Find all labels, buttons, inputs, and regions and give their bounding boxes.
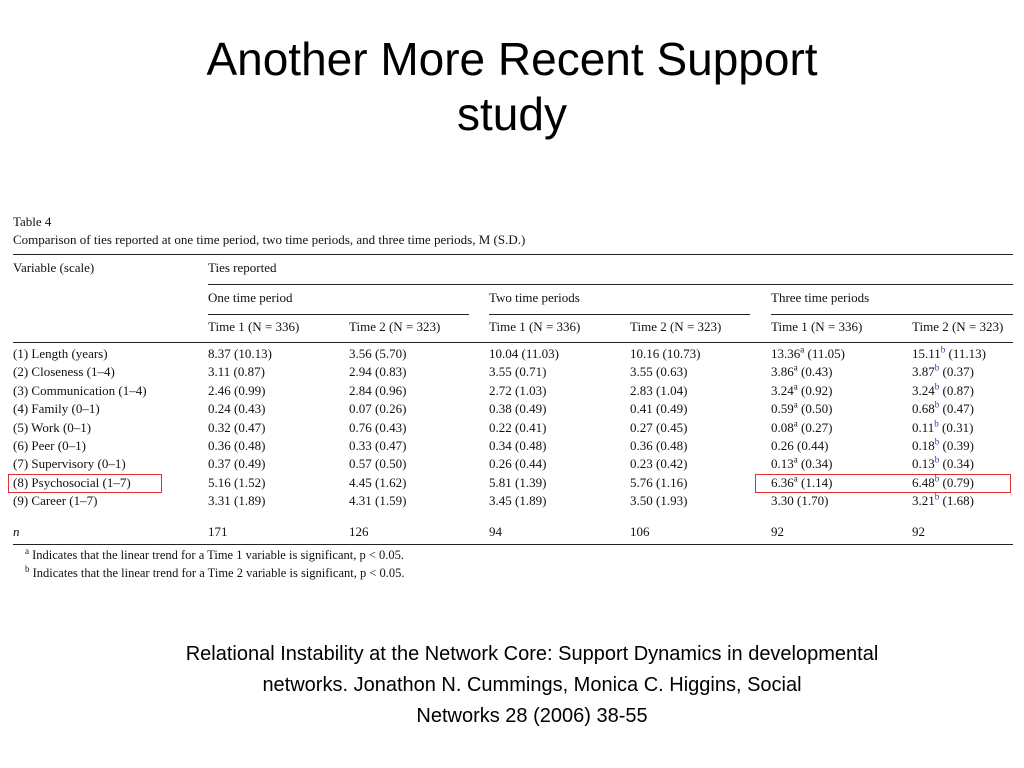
cell-mean: 0.34 (0.48): [489, 438, 547, 453]
column-header: Time 2 (N = 323): [630, 319, 722, 334]
group-header: Two time periods: [489, 290, 580, 305]
header-row-2: [13, 289, 1013, 307]
row-label: (1) Length (years): [13, 346, 108, 361]
cell-sd: (0.87): [939, 383, 974, 398]
cell-mean: 0.07 (0.26): [349, 401, 407, 416]
table-label: Table 4: [13, 214, 52, 229]
n-cell: [912, 523, 925, 541]
table-cell: [208, 400, 265, 418]
table-cell: [208, 437, 265, 455]
cell-mean: 2.94 (0.83): [349, 364, 407, 379]
results-table: [13, 213, 1013, 580]
citation-line-3: Networks 28 (2006) 38-55: [416, 705, 648, 727]
cell-sd: (0.34): [939, 456, 974, 471]
group-rule-3: [771, 314, 1013, 315]
cell-mean: 0.59: [771, 401, 794, 416]
cell-mean: 126: [349, 524, 369, 539]
table-caption: Comparison of ties reported at one time period, two time periods, and three time periods, M (S.D.): [13, 232, 526, 247]
cell-mean: 5.81 (1.39): [489, 475, 547, 490]
cell-mean: 0.38 (0.49): [489, 401, 547, 416]
cell-sd: (0.31): [938, 420, 974, 435]
cell-mean: 4.31 (1.59): [349, 493, 407, 508]
citation: [0, 639, 1024, 732]
cell-sd: (11.05): [804, 346, 845, 361]
cell-mean: 3.21: [912, 493, 935, 508]
table-row: [13, 382, 1013, 400]
table-row: [13, 455, 1013, 473]
table-cell: [771, 419, 832, 437]
slide-title-line-1: Another More Recent Support: [206, 33, 818, 85]
cell-mean: 92: [912, 524, 925, 539]
cell-mean: 92: [771, 524, 784, 539]
column-header: Time 2 (N = 323): [349, 319, 441, 334]
citation-line-2: networks. Jonathon N. Cummings, Monica C. Higgins, Social: [262, 674, 802, 696]
cell-mean: 8.37 (10.13): [208, 346, 272, 361]
table-cell: [349, 455, 406, 473]
cell-mean: 0.32 (0.47): [208, 420, 266, 435]
table-cell: [349, 419, 406, 437]
table-cell: [771, 400, 832, 418]
cell-mean: 0.22 (0.41): [489, 420, 547, 435]
cell-mean: 0.33 (0.47): [349, 438, 407, 453]
row-label: (4) Family (0–1): [13, 401, 100, 416]
cell-mean: 10.04 (11.03): [489, 346, 559, 361]
table-cell: [630, 437, 687, 455]
cell-mean: 0.68: [912, 401, 935, 416]
table-cell: [349, 382, 406, 400]
slide-title-line-2: study: [457, 88, 567, 140]
row-label: (9) Career (1–7): [13, 493, 98, 508]
significance-mark: b: [940, 344, 946, 355]
column-header: Time 2 (N = 323): [912, 319, 1004, 334]
cell-mean: 13.36: [771, 346, 801, 361]
header-bottom-rule: [13, 342, 1013, 343]
table-row: [13, 437, 1013, 455]
significance-mark: b: [934, 454, 940, 465]
significance-mark: a: [793, 381, 798, 392]
table-row: [13, 400, 1013, 418]
cell-mean: 0.13: [771, 456, 794, 471]
cell-sd: (0.79): [939, 475, 974, 490]
cell-mean: 0.24 (0.43): [208, 401, 266, 416]
cell-mean: 0.36 (0.48): [630, 438, 688, 453]
footnote-text: Indicates that the linear trend for a Time 1 variable is significant, p < 0.05.: [29, 548, 405, 562]
footnote-text: Indicates that the linear trend for a Time 2 variable is significant, p < 0.05.: [29, 566, 405, 580]
table-cell: [630, 382, 687, 400]
header-row-1: [13, 259, 1013, 277]
cell-mean: 94: [489, 524, 502, 539]
cell-mean: 15.11: [912, 346, 941, 361]
table-cell: [349, 345, 406, 363]
table-cell: [489, 419, 546, 437]
table-top-rule: [13, 254, 1013, 255]
cell-mean: 0.27 (0.45): [630, 420, 688, 435]
cell-mean: 4.45 (1.62): [349, 475, 407, 490]
cell-mean: 0.76 (0.43): [349, 420, 407, 435]
cell-sd: (11.13): [945, 346, 986, 361]
cell-mean: 0.26 (0.44): [489, 456, 547, 471]
table-cell: [489, 400, 546, 418]
cell-mean: 3.45 (1.89): [489, 493, 547, 508]
row-label: (5) Work (0–1): [13, 420, 92, 435]
table-cell: [489, 455, 546, 473]
cell-mean: 3.87: [912, 364, 935, 379]
footnote-mark: a: [25, 545, 29, 556]
significance-mark: a: [793, 473, 798, 484]
significance-mark: b: [934, 491, 940, 502]
column-header: Time 1 (N = 336): [208, 319, 300, 334]
header-rule-1: [208, 284, 1013, 285]
cell-mean: 3.55 (0.71): [489, 364, 547, 379]
significance-mark: b: [934, 436, 940, 447]
cell-mean: 0.36 (0.48): [208, 438, 266, 453]
cell-mean: 3.24: [912, 383, 935, 398]
cell-mean: 0.37 (0.49): [208, 456, 266, 471]
table-cell: [208, 455, 265, 473]
cell-mean: 0.08: [771, 420, 794, 435]
table-row: [13, 419, 1013, 437]
table-cell: [630, 492, 687, 510]
table-cell: [630, 419, 687, 437]
column-header: Time 1 (N = 336): [489, 319, 581, 334]
table-cell: [630, 345, 700, 363]
cell-mean: 2.84 (0.96): [349, 383, 407, 398]
significance-mark: a: [793, 418, 798, 429]
table-cell: [912, 382, 974, 400]
table-cell: [349, 400, 406, 418]
n-cell: [489, 523, 502, 541]
table-cell: [771, 363, 832, 381]
highlight-box-label: [8, 474, 162, 493]
cell-mean: 3.56 (5.70): [349, 346, 407, 361]
row-label: (2) Closeness (1–4): [13, 364, 115, 379]
n-cell: [208, 523, 228, 541]
table-cell: [912, 437, 974, 455]
cell-sd: (1.68): [939, 493, 974, 508]
table-cell: [630, 455, 687, 473]
table-row: [13, 492, 1013, 510]
cell-mean: 2.83 (1.04): [630, 383, 688, 398]
significance-mark: b: [934, 418, 939, 429]
row-label: (7) Supervisory (0–1): [13, 456, 126, 471]
ties-reported-header: Ties reported: [208, 260, 277, 275]
cell-mean: 0.11: [912, 420, 935, 435]
cell-mean: 0.13: [912, 456, 935, 471]
significance-mark: b: [934, 381, 940, 392]
cell-mean: 3.86: [771, 364, 794, 379]
n-cell: [349, 523, 369, 541]
variable-header: Variable (scale): [13, 260, 95, 275]
footnote: [25, 565, 405, 581]
header-row-3: [13, 318, 1013, 336]
citation-line-1: Relational Instability at the Network Core: Support Dynamics in developmental: [185, 643, 879, 665]
cell-mean: 5.16 (1.52): [208, 475, 266, 490]
table-cell: [912, 345, 986, 363]
table-cell: [489, 345, 559, 363]
cell-mean: 0.41 (0.49): [630, 401, 688, 416]
n-row: [13, 523, 1013, 541]
cell-sd: (0.92): [797, 383, 833, 398]
highlight-box-values: [755, 474, 1011, 493]
footnote-mark: b: [25, 563, 30, 574]
table-cell: [912, 455, 974, 473]
cell-sd: (0.37): [939, 364, 974, 379]
table-cell: [771, 437, 828, 455]
cell-mean: 3.30 (1.70): [771, 493, 829, 508]
table-row: [13, 363, 1013, 381]
group-header: Three time periods: [771, 290, 870, 305]
cell-sd: (0.39): [939, 438, 974, 453]
table-cell: [208, 382, 265, 400]
n-cell: [630, 523, 650, 541]
table-cell: [208, 345, 272, 363]
cell-mean: 5.76 (1.16): [630, 475, 688, 490]
row-label: (6) Peer (0–1): [13, 438, 86, 453]
table-cell: [349, 474, 406, 492]
cell-mean: 3.50 (1.93): [630, 493, 688, 508]
cell-sd: (0.27): [797, 420, 833, 435]
significance-mark: a: [800, 344, 805, 355]
significance-mark: a: [793, 362, 798, 373]
cell-mean: 0.57 (0.50): [349, 456, 407, 471]
significance-mark: a: [793, 399, 798, 410]
table-cell: [630, 400, 687, 418]
table-cell: [771, 345, 845, 363]
table-cell: [489, 492, 546, 510]
slide-title: [0, 32, 1024, 142]
table-cell: [630, 363, 687, 381]
table-cell: [349, 437, 406, 455]
cell-mean: 6.48: [912, 475, 935, 490]
cell-sd: (0.47): [939, 401, 974, 416]
table-cell: [489, 474, 546, 492]
cell-mean: 171: [208, 524, 228, 539]
cell-sd: (1.14): [797, 475, 833, 490]
table-cell: [912, 400, 974, 418]
table-cell: [630, 474, 687, 492]
table-cell: [208, 363, 265, 381]
table-cell: [912, 363, 974, 381]
table-cell: [208, 474, 265, 492]
row-label: (8) Psychosocial (1–7): [13, 475, 131, 490]
table-cell: [208, 492, 265, 510]
table-cell: [208, 419, 265, 437]
cell-mean: 0.26 (0.44): [771, 438, 829, 453]
cell-mean: 0.23 (0.42): [630, 456, 688, 471]
table-cell: [912, 492, 974, 510]
table-cell: [349, 492, 406, 510]
footnote: [25, 547, 404, 563]
significance-mark: b: [934, 473, 940, 484]
cell-mean: 106: [630, 524, 650, 539]
group-rule-2: [489, 314, 750, 315]
group-header: One time period: [208, 290, 293, 305]
table-cell: [912, 419, 973, 437]
table-cell: [489, 437, 546, 455]
cell-mean: 3.11 (0.87): [208, 364, 265, 379]
cell-sd: (0.34): [797, 456, 833, 471]
significance-mark: b: [934, 362, 940, 373]
table-bottom-rule: [13, 544, 1013, 545]
cell-mean: 3.31 (1.89): [208, 493, 266, 508]
cell-sd: (0.43): [797, 364, 833, 379]
cell-sd: (0.50): [797, 401, 833, 416]
cell-mean: 3.24: [771, 383, 794, 398]
table-cell: [771, 455, 832, 473]
significance-mark: a: [793, 454, 798, 465]
cell-mean: 2.72 (1.03): [489, 383, 547, 398]
group-rule-1: [208, 314, 469, 315]
n-label: n: [13, 524, 20, 539]
cell-mean: 2.46 (0.99): [208, 383, 266, 398]
table-cell: [771, 382, 832, 400]
cell-mean: 0.18: [912, 438, 935, 453]
row-label: (3) Communication (1–4): [13, 383, 147, 398]
cell-mean: 10.16 (10.73): [630, 346, 701, 361]
table-cell: [489, 382, 546, 400]
column-header: Time 1 (N = 336): [771, 319, 863, 334]
table-cell: [771, 492, 828, 510]
significance-mark: b: [934, 399, 940, 410]
n-cell: [771, 523, 784, 541]
table-cell: [489, 363, 546, 381]
table-cell: [349, 363, 406, 381]
table-row: [13, 345, 1013, 363]
cell-mean: 3.55 (0.63): [630, 364, 688, 379]
cell-mean: 6.36: [771, 475, 794, 490]
